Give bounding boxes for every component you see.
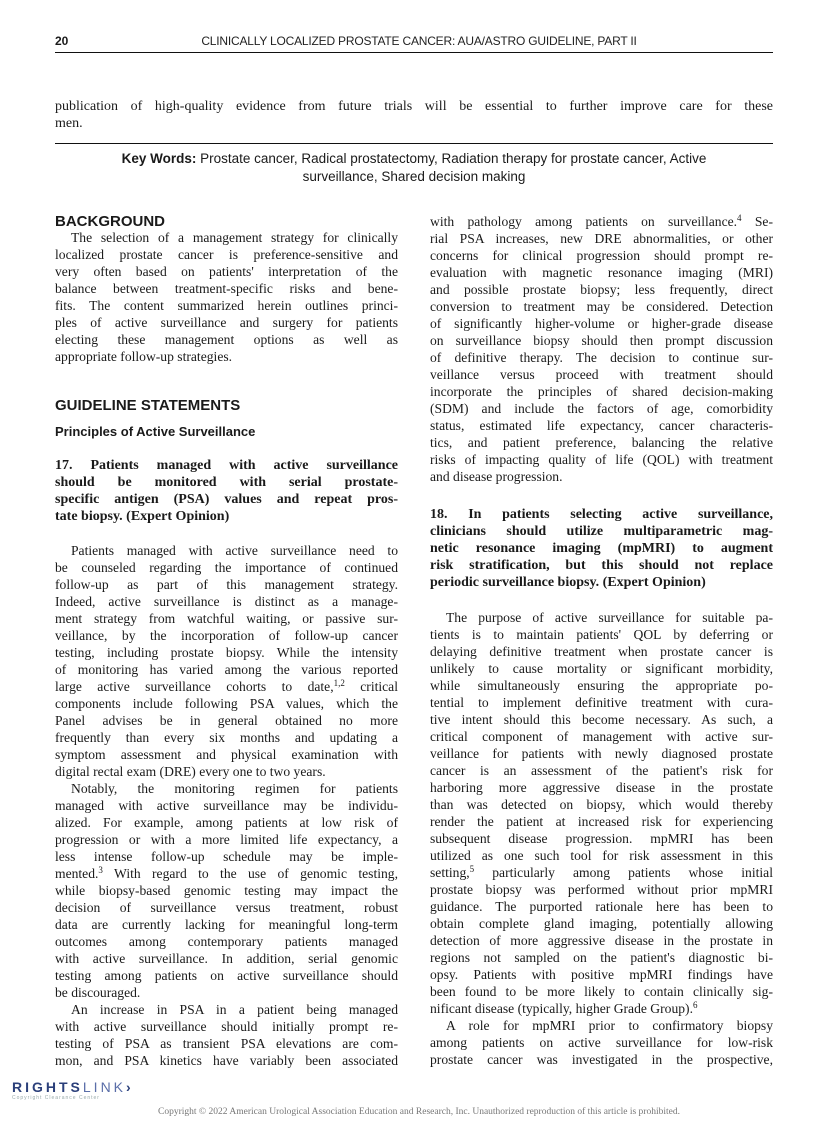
paragraph xyxy=(55,229,398,365)
text-line: of definitive therapy. The decision to continue sur- xyxy=(430,350,773,365)
logo-chevron-icon: › xyxy=(126,1079,134,1095)
principles-subheading: Principles of Active Surveillance xyxy=(55,424,256,439)
text-line: data are currently lacking for meaningful long-term xyxy=(55,917,398,932)
text-line: The purpose of active surveillance for suitable pa- xyxy=(446,610,773,625)
logo-subtitle: Copyright Clearance Center xyxy=(12,1095,100,1101)
text-line xyxy=(55,865,398,882)
text-line: opsy. Patients with positive mpMRI findings have xyxy=(430,967,773,982)
text-line: outcomes among contemporary patients managed xyxy=(55,934,398,949)
text-line xyxy=(430,864,773,881)
text-line: Notably, the monitoring regimen for patients xyxy=(71,781,398,796)
citation-superscript[interactable]: 4 xyxy=(737,213,742,223)
keywords-text: Prostate cancer, Radical prostatectomy, Radiation therapy for prostate cancer, Active xyxy=(196,151,707,166)
text-line: unlikely to cause mortality or significant morbidity, xyxy=(430,661,773,676)
rightslink-logo xyxy=(12,1079,134,1101)
text-line: localized prostate cancer is preference-sensitive and xyxy=(55,247,398,262)
text-line: (SDM) and include the factors of age, comorbidity xyxy=(430,401,773,416)
text-line: cancer is an assessment of the patient's risk for xyxy=(430,763,773,778)
text-line: ples of active surveillance and surgery for patients xyxy=(55,315,398,330)
text-line: components include following PSA values, which the xyxy=(55,696,398,711)
text-line: digital rectal exam (DRE) every one to two years. xyxy=(55,764,326,779)
text-line: risks of impacting quality of life (QOL) with treatment xyxy=(430,452,773,467)
text-line: progression or with a more limited life expectancy, a xyxy=(55,832,398,847)
text-line: critical component of management with active sur- xyxy=(430,729,773,744)
text-line: delaying definitive treatment when prostate cancer is xyxy=(430,644,773,659)
text-line: obtain complete gland imaging, potentially allowing xyxy=(430,916,773,931)
text-line: be counseled regarding the importance of continued xyxy=(55,560,398,575)
paragraph xyxy=(55,780,398,1001)
text-line: periodic surveillance biopsy. (Expert Opinion) xyxy=(430,575,706,590)
text-line: regions not sampled on the patient's diagnostic bi- xyxy=(430,950,773,965)
text-line: tential to implement definitive treatment with cura- xyxy=(430,695,773,710)
text-segment: large active surveillance cohorts to date, xyxy=(55,679,334,694)
text-segment: nificant disease (typically, higher Grade Group). xyxy=(430,1001,693,1016)
header-rule xyxy=(55,52,773,53)
text-line: detection of more aggressive disease in the prostate in xyxy=(430,933,773,948)
background-continuation xyxy=(430,213,773,485)
keywords-text: surveillance, Shared decision making xyxy=(302,169,526,184)
text-line: Patients managed with active surveillance need to xyxy=(71,543,398,558)
text-line: should be monitored with serial prostate- xyxy=(55,475,398,490)
text-line: tive intent should this become necessary. As such, a xyxy=(430,712,773,727)
text-line: testing, including prostate biopsy. While the intensity xyxy=(55,645,398,660)
text-segment: setting, xyxy=(430,865,470,880)
text-line: and disease progression. xyxy=(430,469,563,484)
text-line: decision of surveillance versus treatment, robust xyxy=(55,900,398,915)
text-line: evaluation with magnetic resonance imaging (MRI) xyxy=(430,265,773,280)
text-line: on surveillance biopsy should then prompt discussion xyxy=(430,333,773,348)
statement-18-body xyxy=(430,609,773,1068)
guideline-statements-heading: GUIDELINE STATEMENTS xyxy=(55,397,241,414)
background-paragraph xyxy=(55,229,398,365)
text-line: Indeed, active surveillance is distinct as a manage- xyxy=(55,594,398,609)
text-line: fits. The content summarized herein outlines princi- xyxy=(55,298,398,313)
text-line: publication of high-quality evidence from future trials will be essential to further improve care for these xyxy=(55,99,773,114)
text-segment: With regard to the use of genomic testing, xyxy=(102,866,398,881)
background-heading: BACKGROUND xyxy=(55,213,165,230)
text-line: men. xyxy=(55,116,83,131)
copyright-notice: Copyright © 2022 American Urological Association Education and Research, Inc. Unauthorized reproduction of this article is prohibited. xyxy=(158,1107,680,1117)
text-line: balance between treatment-specific risks and bene- xyxy=(55,281,398,296)
text-line: veillance versus proceed with treatment should xyxy=(430,367,773,382)
text-line xyxy=(430,213,773,230)
text-line: risk stratification, but this should not replace xyxy=(430,558,773,573)
paragraph xyxy=(430,609,773,1017)
text-line: clinicians should utilize multiparametric mag- xyxy=(430,524,773,539)
paragraph xyxy=(55,1001,398,1069)
text-line xyxy=(55,678,398,695)
text-line xyxy=(430,1000,773,1017)
text-line: rial PSA increases, new DRE abnormalities, or other xyxy=(430,231,773,246)
text-line: with active surveillance should initially prompt re- xyxy=(55,1019,398,1034)
logo-text: LINK xyxy=(82,1079,127,1095)
text-segment: particularly among patients whose initial xyxy=(474,865,773,880)
text-line: managed with active surveillance may be individu- xyxy=(55,798,398,813)
citation-superscript[interactable]: 1,2 xyxy=(333,678,345,688)
text-line: tics, and patient preference, balancing the relative xyxy=(430,435,773,450)
text-line: appropriate follow-up strategies. xyxy=(55,349,233,364)
text-segment: mented. xyxy=(55,866,99,881)
logo-text: RIGHTS xyxy=(12,1079,83,1095)
text-line: render the patient at increased risk for experiencing xyxy=(430,814,773,829)
text-line: harboring more aggressive disease in the prostate xyxy=(430,780,773,795)
text-segment: Se- xyxy=(741,214,773,229)
paragraph xyxy=(55,457,398,525)
text-line: 17. Patients managed with active surveillance xyxy=(55,458,398,473)
text-line: utilized as one such tool for risk assessment in this xyxy=(430,848,773,863)
text-line: while biopsy-based genomic testing may impact the xyxy=(55,883,398,898)
text-line: of significantly higher-volume or higher-grade disease xyxy=(430,316,773,331)
text-line: mon, and PSA kinetics have variably been associated xyxy=(55,1053,398,1068)
keywords-label: Key Words: xyxy=(121,151,197,166)
text-line: prostate cancer was investigated in the prospective, xyxy=(430,1052,773,1067)
text-line: Panel advises be in general obtained no more xyxy=(55,713,398,728)
keywords-rule xyxy=(55,143,773,144)
text-line: frequently than every six months and updating a xyxy=(55,730,398,745)
text-line: concerns for clinical progression should prompt re- xyxy=(430,248,773,263)
text-line: be discouraged. xyxy=(55,985,141,1000)
text-line: among patients on active surveillance for low-risk xyxy=(430,1035,773,1050)
running-title: CLINICALLY LOCALIZED PROSTATE CANCER: AUA/ASTRO GUIDELINE, PART II xyxy=(201,34,637,48)
text-line: alized. For example, among patients at low risk of xyxy=(55,815,398,830)
text-line: testing among patients on active surveillance should xyxy=(55,968,398,983)
abstract-tail xyxy=(55,98,773,132)
citation-superscript[interactable]: 6 xyxy=(692,1000,698,1010)
paragraph xyxy=(430,506,773,591)
paragraph xyxy=(55,542,398,780)
text-line: with active surveillance. In addition, serial genomic xyxy=(55,951,398,966)
citation-superscript[interactable]: 3 xyxy=(98,865,103,875)
text-line: prostate biopsy was performed without prior mpMRI xyxy=(430,882,773,897)
text-line: 18. In patients selecting active surveillance, xyxy=(430,507,773,522)
text-line: tate biopsy. (Expert Opinion) xyxy=(55,509,230,524)
text-line: status, estimated life expectancy, cancer characteris- xyxy=(430,418,773,433)
text-line: incorporate the principles of shared decision-making xyxy=(430,384,773,399)
statement-17 xyxy=(55,457,398,525)
text-line: electing these management options as well as xyxy=(55,332,398,347)
text-line: follow-up as part of this management strategy. xyxy=(55,577,398,592)
text-line: tients is to maintain patients' QOL by deferring or xyxy=(430,627,773,642)
statement-17-body xyxy=(55,542,398,1069)
keywords xyxy=(55,150,773,186)
text-line: testing of PSA as transient PSA elevations are com- xyxy=(55,1036,398,1051)
text-line: The selection of a management strategy for clinically xyxy=(71,230,398,245)
text-line: ment strategy from watchful waiting, or passive sur- xyxy=(55,611,398,626)
text-line: than was detected on biopsy, which would thereby xyxy=(430,797,773,812)
paragraph xyxy=(430,213,773,485)
text-line: guidance. The purported rationale here has been to xyxy=(430,899,773,914)
text-line: and possible prostate biopsy; less frequently, direct xyxy=(430,282,773,297)
text-line: symptom assessment and physical examination with xyxy=(55,747,398,762)
text-line: very often based on patients' interpretation of the xyxy=(55,264,398,279)
text-line: less intense follow-up schedule may be imple- xyxy=(55,849,398,864)
text-line: specific antigen (PSA) values and repeat pros- xyxy=(55,492,398,507)
text-line: veillance, by the incorporation of follow-up cancer xyxy=(55,628,398,643)
paragraph xyxy=(430,1017,773,1068)
text-line: veillance for patients with newly diagnosed prostate xyxy=(430,746,773,761)
statement-18 xyxy=(430,506,773,591)
page-number: 20 xyxy=(55,34,69,48)
text-line: netic resonance imaging (mpMRI) to augment xyxy=(430,541,773,556)
text-segment: critical xyxy=(344,679,398,694)
citation-superscript[interactable]: 5 xyxy=(469,864,475,874)
text-line: subsequent disease progression. mpMRI has been xyxy=(430,831,773,846)
text-line: of monitoring has varied among the various reported xyxy=(55,662,398,677)
text-line: been found to be more likely to contain clinically sig- xyxy=(430,984,773,999)
text-line: while simultaneously ensuring the appropriate po- xyxy=(430,678,773,693)
text-line: conversion to treatment may be considered. Detection xyxy=(430,299,773,314)
text-line: A role for mpMRI prior to confirmatory biopsy xyxy=(446,1018,773,1033)
text-segment: with pathology among patients on surveillance. xyxy=(430,214,738,229)
text-line: An increase in PSA in a patient being managed xyxy=(71,1002,398,1017)
